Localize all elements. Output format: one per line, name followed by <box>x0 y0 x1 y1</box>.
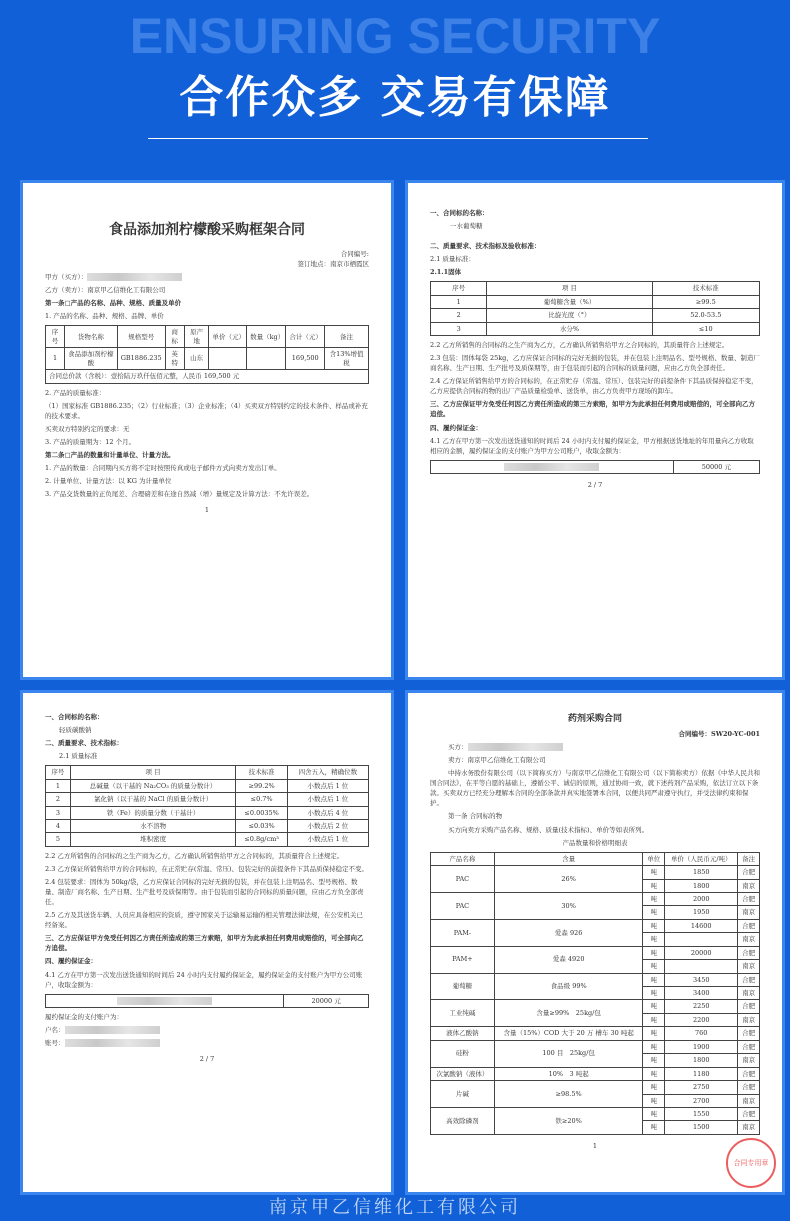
table-row <box>431 1000 760 1013</box>
contract-photo-reagents <box>405 690 785 1195</box>
table-cell: 山东 <box>184 348 209 370</box>
table-cell: 1900 <box>665 1040 738 1053</box>
section-2: 二、质量要求、技术指标： <box>45 739 123 748</box>
table-cell: 合肥 <box>738 1040 760 1053</box>
table-cell: 合肥 <box>738 973 760 986</box>
table-cell: 1950 <box>665 906 738 919</box>
table-row <box>431 973 760 986</box>
table-row <box>46 806 369 819</box>
para-2-5: 2.5 乙方及其送货车辆、人员应具备相应的资质，遵守国家关于运输易运输的相关管理法律法规，在公安机关已经备案。 <box>45 911 363 930</box>
table-cell: 吨 <box>643 1000 665 1013</box>
price-table <box>430 852 760 1135</box>
column-header: 原产地 <box>184 326 209 348</box>
table-cell: ≤0.03% <box>236 820 287 833</box>
table-cell: 总碱量（以干基的 Na₂CO₃ 的质量分数计） <box>70 779 236 792</box>
table-row <box>431 1081 760 1094</box>
product-spec: 含量（15%）COD 大于 20 万 槽车 30 吨起 <box>494 1027 643 1040</box>
table-cell: 吨 <box>643 866 665 879</box>
para-2-2: 2.2 乙方所销售的合同标的之生产商为乙方，乙方确认所销售给甲方之合同标的，其质量符合上述规定。 <box>430 341 729 350</box>
doc-title: 食品添加剂柠檬酸采购框架合同 <box>109 222 305 238</box>
table-cell: 南京 <box>738 933 760 946</box>
table-cell: 吨 <box>643 879 665 892</box>
contract-photo-citric-acid <box>20 180 394 680</box>
product-spec: 30% <box>494 892 643 919</box>
column-header: 产品名称 <box>431 852 495 865</box>
table-cell: 吨 <box>643 1121 665 1134</box>
table-cell: 4 <box>46 820 71 833</box>
column-header: 商标 <box>165 326 184 348</box>
column-header: 序号 <box>46 766 71 779</box>
product-name: 葡萄糖 <box>431 973 495 1000</box>
background-slogan: ENSURING SECURITY <box>129 8 661 64</box>
table-cell: 3 <box>431 322 487 335</box>
table-row <box>431 322 760 335</box>
para-4-1: 4.1 乙方在甲方第一次发出送货通知的时间后 24 小时内支付履约保证金，履约保证金的支付账户为甲方公司账户，收取金额为： <box>45 970 363 989</box>
product-name: 工业纯碱 <box>431 1000 495 1027</box>
section-3: 三、乙方应保证甲方免受任何因乙方责任所造成的第三方索赔，如甲方为此承担任何费用或赔偿的，可全部向乙方追偿。 <box>430 400 755 419</box>
column-header: 四舍五入，精确位数 <box>287 766 368 779</box>
product-name: PAM- <box>431 919 495 946</box>
table-cell: 5 <box>46 833 71 846</box>
table-cell: 1800 <box>665 879 738 892</box>
column-header: 数量（kg） <box>247 326 286 348</box>
table-cell: 小数点后 2 位 <box>287 820 368 833</box>
product-spec: ≥98.5% <box>494 1081 643 1108</box>
section-2: 二、质量要求、技术指标及验收标准： <box>430 242 541 251</box>
table-cell: 吨 <box>643 1013 665 1026</box>
column-header: 合计（元） <box>286 326 325 348</box>
para-2-3: 2.3 包装：固体每袋 25kg，乙方应保证合同标的完好无损的包装，并在包装上注明品名、型号规格、数量、制造厂商名称、生产日期、生产批号及质保期等，由于包装而引起的合同标的质量问题，应由乙方负全部责任。 <box>430 354 760 373</box>
product-name: 次氯酸钠（液体） <box>431 1067 495 1080</box>
table-cell: 南京 <box>738 987 760 1000</box>
table-cell: 合肥 <box>738 1081 760 1094</box>
product-table <box>45 325 369 383</box>
quality-standards: （1）国家标准 GB1886.235；（2）行业标准；（3）企业标准；（4）买卖双方特别约定的技术条件、样品或补充的技术要求。 <box>45 401 368 420</box>
para-2-4: 2.4 乙方保证所销售给甲方的合同标的，在正常贮存（常温、常压）、包装完好的前提条件下其品质保持稳定不变，乙方应提供合同标的物的出厂产品质量检验单、送货单，由乙方负责甲方现场的卸车。 <box>430 377 758 396</box>
table-cell: 1180 <box>665 1067 738 1080</box>
table-cell: 吨 <box>643 1081 665 1094</box>
table-cell: 吨 <box>643 1094 665 1107</box>
product-spec: 爱森 4920 <box>494 946 643 973</box>
product-spec: 铁≥20% <box>494 1107 643 1134</box>
loss-text: 3. 产品交货数量的正负尾差、合理磅差和在途自然减（增）量规定及计算方法：不允许误差。 <box>45 490 314 499</box>
table-cell: 合肥 <box>738 1027 760 1040</box>
total-price: 合同总价款（含税）：壹拾陆万玖仟伍佰元整，人民币 169,500 元 <box>46 370 369 383</box>
table-cell: 铁（Fe）的质量分数（干基计） <box>70 806 236 819</box>
column-header: 项 目 <box>487 282 652 295</box>
table-cell: 南京 <box>738 1094 760 1107</box>
table-cell: 合肥 <box>738 946 760 959</box>
table-cell: 南京 <box>738 1013 760 1026</box>
party-b: 乙方（卖方）：南京甲乙信维化工有限公司 <box>45 286 166 295</box>
doc-title: 药剂采购合同 <box>567 714 622 724</box>
table-row <box>431 866 760 879</box>
contract-no: 合同编号：SW20-YC-001 <box>678 730 760 738</box>
table-cell: 小数点后 1 位 <box>287 793 368 806</box>
seller: 卖方：南京甲乙信维化工有限公司 <box>448 756 546 765</box>
intro: 中持水务股份有限公司（以下简称买方）与南京甲乙信维化工有限公司（以下简称卖方）依据《中华人民共和国合同法》，在平等自愿的基础上，遵循公平、诚信的原则，通过协商一致，就下述药剂产品采购，依法订立以下条款。买卖双方已经充分理解本合同的全部条款并真实地签署本合同，以便共同严肃遵守执行，并受法律约束和保护。 <box>430 769 760 808</box>
table-cell: 吨 <box>643 987 665 1000</box>
contract-no: 合同编号: <box>340 250 369 258</box>
table-cell: 2700 <box>665 1094 738 1107</box>
table-cell: 合肥 <box>738 1067 760 1080</box>
table-cell: 吨 <box>643 1040 665 1053</box>
table-cell: 小数点后 1 位 <box>287 779 368 792</box>
clause-2: 第二条□产品的数量和计量单位、计量方法。 <box>45 450 175 459</box>
table-cell: 吨 <box>643 960 665 973</box>
table-cell: 葡萄糖含量（%） <box>487 295 652 308</box>
table-cell: 760 <box>665 1027 738 1040</box>
table-cell: 1550 <box>665 1107 738 1120</box>
table-cell: 2250 <box>665 1000 738 1013</box>
unit-text: 2. 计量单位、计量方法：以 KG 为计量单位 <box>45 477 172 485</box>
table-cell <box>665 960 738 973</box>
product-name: PAC <box>431 866 495 893</box>
section-3: 三、乙方应保证甲方免受任何因乙方责任所造成的第三方索赔，如甲方为此承担任何费用或赔偿的，可全部向乙方追偿。 <box>45 934 364 953</box>
table-row <box>431 946 760 959</box>
product-name: 硅粉 <box>431 1040 495 1067</box>
table-cell: ≥99.2% <box>236 779 287 792</box>
table-cell: 1850 <box>665 866 738 879</box>
clause-1: 第一条□产品的名称、品种、规格、质量及单价 <box>45 299 182 308</box>
deposit-amount: 50000 元 <box>673 460 759 473</box>
section-4: 四、履约保证金： <box>45 957 97 966</box>
table-cell: 吨 <box>643 1027 665 1040</box>
table-cell: 169,500 <box>286 348 325 370</box>
table-cell: 南京 <box>738 879 760 892</box>
table-cell: 比旋光度（°） <box>487 309 652 322</box>
table-row <box>431 295 760 308</box>
page-number: 2 / 7 <box>587 481 603 490</box>
article-1: 第一条 合同标的物 <box>448 812 503 821</box>
table-cell: 吨 <box>643 933 665 946</box>
table-cell: 南京 <box>738 1121 760 1134</box>
column-header: 含量 <box>494 852 643 865</box>
para-2-2: 2.2 乙方所销售的合同标的之生产商为乙方，乙方确认所销售给甲方之合同标的，其质量符合上述规定。 <box>45 851 344 860</box>
table-cell: 52.0-53.5 <box>652 309 759 322</box>
table-cell: 吨 <box>643 1054 665 1067</box>
table-cell: 英特 <box>165 348 184 370</box>
table-cell: 3400 <box>665 987 738 1000</box>
product-name: 液体乙酸钠 <box>431 1027 495 1040</box>
table-cell: 水不溶物 <box>70 820 236 833</box>
table-cell: 1 <box>46 348 65 370</box>
special-requirements: 买卖双方特别约定的要求：无 <box>45 424 130 433</box>
table-cell: 堆积密度 <box>70 833 236 846</box>
table-cell: 吨 <box>643 1107 665 1120</box>
column-header: 项 目 <box>70 766 236 779</box>
table-cell: 2 <box>46 793 71 806</box>
account-label: 履约保证金的支付账户为： <box>45 1013 123 1022</box>
table-row <box>431 892 760 905</box>
column-header: 技术标准 <box>236 766 287 779</box>
table-cell: ≤0.7% <box>236 793 287 806</box>
table-row <box>431 309 760 322</box>
watermark: 南京甲乙信维化工有限公司 <box>269 1197 521 1218</box>
table-cell: 南京 <box>738 1054 760 1067</box>
table-cell: 1500 <box>665 1121 738 1134</box>
table-cell: 吨 <box>643 946 665 959</box>
table-row <box>431 1027 760 1040</box>
product-spec: 26% <box>494 866 643 893</box>
product-spec: 食品级 99% <box>494 973 643 1000</box>
section-4: 四、履约保证金： <box>430 423 482 432</box>
column-header: 备注 <box>325 326 369 348</box>
table-cell: 3450 <box>665 973 738 986</box>
product-name: 高效除磷剂 <box>431 1107 495 1134</box>
column-header: 序号 <box>431 282 487 295</box>
page-title: 合作众多 交易有保障 <box>179 72 611 123</box>
product-name: 轻质碳酸钠 <box>59 726 92 735</box>
product-spec: 100 目 25kg/包 <box>494 1040 643 1067</box>
table-cell: 1 <box>46 779 71 792</box>
para-2-4: 2.4 包装要求：固体为 50kg/袋，乙方应保证合同标的完好无损的包装，并在包装上注明品名、型号规格、数量、制造厂商名称、生产日期、生产批号及质保期等。由于包装而引起的合同标的质量问题，应由乙方负全部责任。 <box>45 878 364 907</box>
quality-period: 3. 产品的质量期为：12 个月。 <box>45 437 136 446</box>
redacted <box>87 273 182 281</box>
table-cell: ≥99.5 <box>652 295 759 308</box>
table-cell: 合肥 <box>738 892 760 905</box>
table-cell <box>247 348 286 370</box>
table-cell: 吨 <box>643 919 665 932</box>
table-cell: 吨 <box>643 1067 665 1080</box>
product-name: 片碱 <box>431 1081 495 1108</box>
product-name: PAM+ <box>431 946 495 973</box>
table-row <box>431 1040 760 1053</box>
table-cell: 2000 <box>665 892 738 905</box>
table-cell: 氯化钠（以干基的 NaCl 的质量分数计） <box>70 793 236 806</box>
table-cell: 小数点后 1 位 <box>287 833 368 846</box>
column-header: 备注 <box>738 852 760 865</box>
table-cell: 1800 <box>665 1054 738 1067</box>
table-cell: 南京 <box>738 960 760 973</box>
column-header: 序号 <box>46 326 65 348</box>
column-header: 单位 <box>643 852 665 865</box>
column-header: 技术标准 <box>652 282 759 295</box>
table-cell: 3 <box>46 806 71 819</box>
section-1: 一、合同标的名称： <box>430 209 489 217</box>
quantity-text: 1. 产品的数量：合同期内买方将不定时按照传真或电子邮件方式向卖方发出订单。 <box>45 463 281 472</box>
account-name-label: 户名： <box>45 1026 65 1035</box>
table-cell: 1 <box>431 295 487 308</box>
section-2-1-1: 2.1.1固体 <box>430 268 462 277</box>
table-row <box>46 793 369 806</box>
column-header: 单价（人民币元/吨） <box>665 852 738 865</box>
page-number: 1 <box>592 1141 598 1150</box>
spec-table <box>45 765 369 847</box>
product-spec: 爱森 926 <box>494 919 643 946</box>
column-header: 货物名称 <box>65 326 118 348</box>
table-cell: 小数点后 4 位 <box>287 806 368 819</box>
table-cell: 合肥 <box>738 866 760 879</box>
deposit-table <box>430 460 760 474</box>
sub-1: 1. 产品的名称、品种、规格、品牌、单价 <box>45 312 164 321</box>
table-cell: 2 <box>431 309 487 322</box>
table-row <box>46 833 369 846</box>
account-no-label: 账号： <box>45 1039 65 1048</box>
column-header: 单价（元） <box>209 326 247 348</box>
buyer: 买方： <box>448 743 468 752</box>
section-2-1: 2.1 质量标准 <box>59 752 98 761</box>
table-title: 产品数量和价格明细表 <box>562 838 628 847</box>
table-cell: 20000 <box>665 946 738 959</box>
page-number: 1 <box>204 506 210 515</box>
deposit-amount: 20000 元 <box>284 994 369 1007</box>
table-cell: 2750 <box>665 1081 738 1094</box>
table-cell <box>665 933 738 946</box>
sign-place: 签订地点：南京市栖霞区 <box>297 260 369 269</box>
table-cell: ≤10 <box>652 322 759 335</box>
table-cell: 合肥 <box>738 1000 760 1013</box>
table-cell: 吨 <box>643 973 665 986</box>
para-2-3: 2.3 乙方保证所销售给甲方的合同标的，在正常贮存(常温、常压)、包装完好的前提条件下其品质保持稳定不变。 <box>45 864 368 873</box>
section-2-1: 2.1 质量标准： <box>430 255 475 264</box>
table-row <box>431 1107 760 1120</box>
red-stamp: 合同专用章 <box>726 1138 776 1188</box>
table-cell: 合肥 <box>738 919 760 932</box>
table-cell: ≤0.8g/cm³ <box>236 833 287 846</box>
table-cell: 合肥 <box>738 1107 760 1120</box>
contract-photo-soda-ash <box>20 690 394 1195</box>
table-cell: 吨 <box>643 906 665 919</box>
table-cell: 14600 <box>665 919 738 932</box>
column-header: 规格型号 <box>117 326 165 348</box>
quality-heading: 2. 产品的质量标准： <box>45 388 106 397</box>
deposit-table <box>45 994 369 1008</box>
contract-photo-glucose <box>405 180 785 680</box>
table-row <box>431 1067 760 1080</box>
para-4-1: 4.1 乙方在甲方第一次发出送货通知的时间后 24 小时内支付履约保证金，甲方根据送货地址的年用量向乙方收取相应的金额，履约保证金的支付账户为甲方公司账户，收取金额为： <box>430 436 754 455</box>
table-row <box>431 919 760 932</box>
table-cell: 2200 <box>665 1013 738 1026</box>
title-divider <box>148 138 648 139</box>
section-1: 一、合同标的名称： <box>45 713 104 721</box>
table-cell: ≤0.0035% <box>236 806 287 819</box>
table-cell: 吨 <box>643 892 665 905</box>
page-number: 2 / 7 <box>199 1055 215 1064</box>
product-spec: 含量≥99% 25kg/包 <box>494 1000 643 1027</box>
table-cell: 食品添加剂柠檬酸 <box>65 348 118 370</box>
table-cell: 南京 <box>738 906 760 919</box>
spec-table <box>430 281 760 336</box>
table-cell: 含13%增值税 <box>325 348 369 370</box>
product-name: 一水葡萄糖 <box>450 222 483 231</box>
table-row <box>46 779 369 792</box>
party-a: 甲方（买方）： <box>45 273 88 282</box>
table-cell: 水分% <box>487 322 652 335</box>
table-cell <box>209 348 247 370</box>
table-row <box>46 820 369 833</box>
product-spec: 10% 3 吨起 <box>494 1067 643 1080</box>
article-1-text: 买方向卖方采购产品名称、规格、质量(技术指标)、单价等如表所列。 <box>448 825 649 834</box>
product-name: PAC <box>431 892 495 919</box>
table-cell: GB1886.235 <box>117 348 165 370</box>
